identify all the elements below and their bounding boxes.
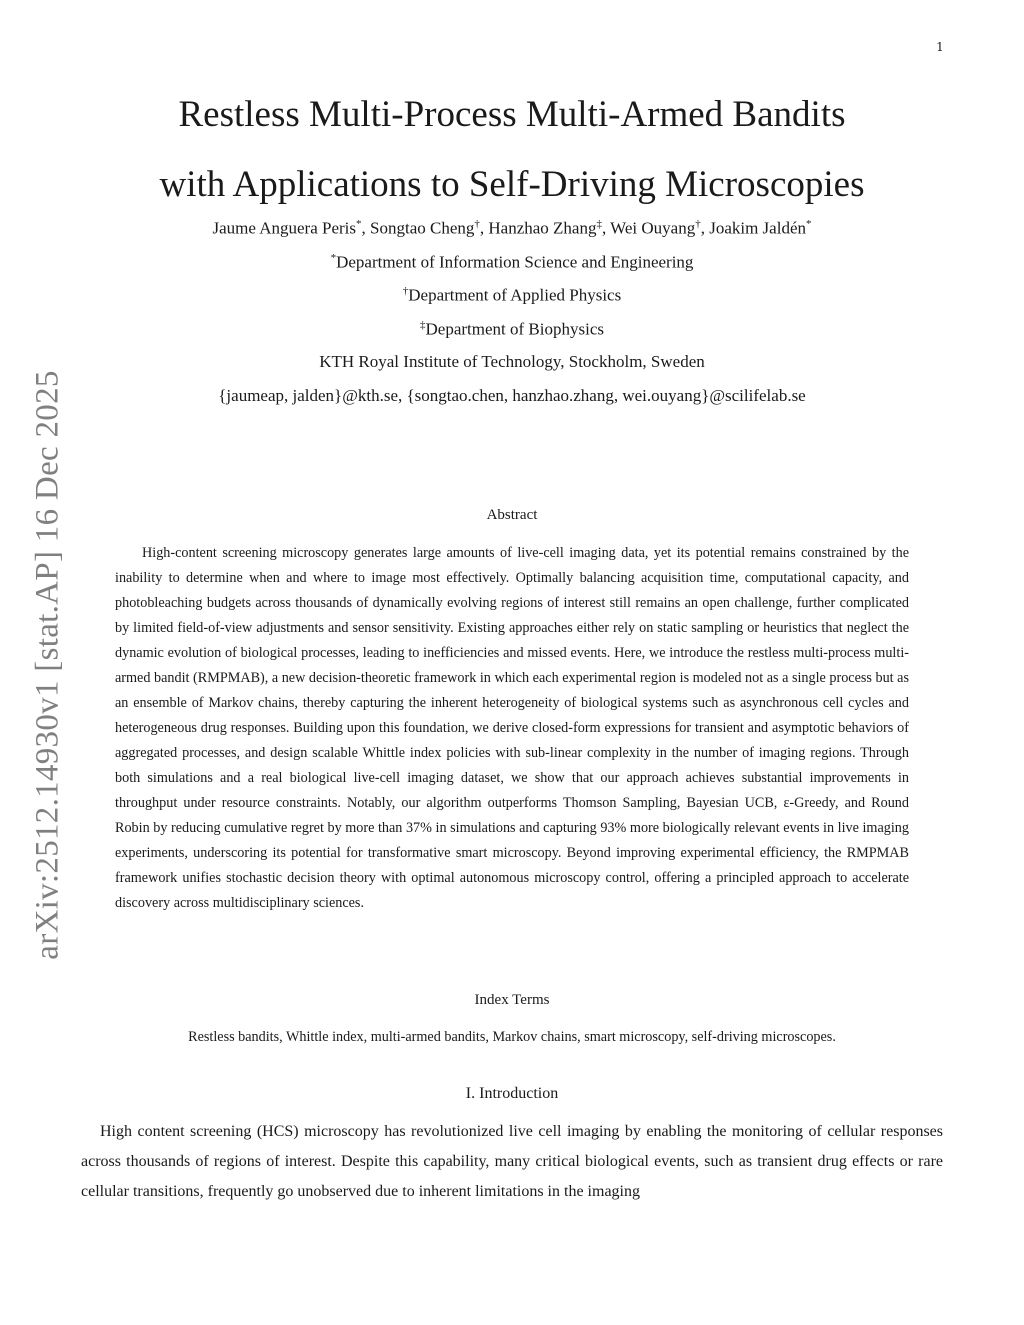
author-mark: * [806, 218, 812, 230]
author-mark: † [695, 218, 701, 230]
abstract-text: High-content screening microscopy generates large amounts of live-cell imaging data, yet its potential remains constrained by the inability to determine when and where to image most effectively. Optimally balancing acquisition time, computational capacity, and photobleaching budgets across thousands of dynamically evolving regions of interest still remains an open challenge, further complicated by limited field-of-view adjustments and sensor sensitivity. Existing approaches either rely on static sampling or heuristics that neglect the dynamic evolution of biological processes, leading to inefficiencies and missed events. Here, we introduce the restless multi-process multi-armed bandit (RMPMAB), a new decision-theoretic framework in which each experimental region is modeled not as a single process but as an ensemble of Markov chains, thereby capturing the inherent heterogeneity of biological systems such as asynchronous cell cycles and heterogeneous drug responses. Building upon this foundation, we derive closed-form expressions for transient and asymptotic behaviors of aggregated processes, and design scalable Whittle index policies with sub-linear complexity in the number of imaging regions. Through both simulations and a real biological live-cell imaging dataset, we show that our approach achieves substantial improvements in throughput under resource constraints. Notably, our algorithm outperforms Thomson Sampling, Bayesian UCB, ε-Greedy, and Round Robin by reducing cumulative regret by more than 37% in simulations and capturing 93% more biologically relevant events in live imaging experiments, underscoring its potential for transformative smart microscopy. Beyond improving experimental efficiency, the RMPMAB framework unifies stochastic decision theory with optimal autonomous microscopy control, offering a principled approach to accelerate discovery across multidisciplinary sciences. [115, 545, 909, 911]
affiliation-name: Department of Information Science and Engineering [336, 252, 694, 272]
author-emails: {jaumeap, jalden}@kth.se, {songtao.chen, hanzhao.zhang, wei.ouyang}@scilifelab.se [218, 386, 806, 405]
arxiv-identifier: arXiv:2512.14930v1 [stat.AP] 16 Dec 2025 [29, 370, 66, 960]
affiliation-name: Department of Biophysics [425, 319, 604, 339]
affiliation-name: Department of Applied Physics [408, 285, 622, 305]
title-line-2: with Applications to Self-Driving Microscopies [159, 164, 865, 205]
affiliation-dept-2 [60, 285, 964, 306]
index-terms-text: Restless bandits, Whittle index, multi-armed bandits, Markov chains, smart microscopy, self-driving microscopes. [188, 1029, 836, 1045]
author-mark: * [356, 218, 362, 230]
introduction-heading: I. Introduction [465, 1085, 559, 1102]
introduction-text: High content screening (HCS) microscopy has revolutionized live cell imaging by enabling the monitoring of cellular responses across thousands of regions of interest. Despite this capability, many critical biological events, such as transient drug effects or rare cellular transitions, frequently go unobserved due to inherent limitations in the imaging [81, 1123, 943, 1200]
author-name: Songtao Cheng [370, 218, 475, 238]
affiliation-mark: † [402, 285, 409, 297]
paper-title [60, 80, 964, 220]
affiliation-mark: * [330, 252, 337, 264]
author-name: Hanzhao Zhang [488, 218, 597, 238]
page-number: 1 [936, 40, 944, 54]
affiliation-dept-3 [60, 319, 964, 340]
abstract-heading: Abstract [486, 507, 538, 523]
affiliation-mark: ‡ [420, 319, 426, 331]
index-terms-heading: Index Terms [474, 992, 550, 1008]
title-line-1: Restless Multi-Process Multi-Armed Bandits [178, 94, 846, 135]
author-name: Jaume Anguera Peris [212, 218, 357, 238]
affiliation-institution: KTH Royal Institute of Technology, Stockholm, Sweden [319, 352, 705, 371]
author-mark: ‡ [596, 218, 602, 230]
affiliation-dept-1 [60, 252, 964, 273]
author-mark: † [474, 218, 480, 230]
author-list: Jaume Anguera Peris*, Songtao Cheng†, Hanzhao Zhang‡, Wei Ouyang†, Joakim Jaldén* [212, 218, 812, 238]
author-name: Joakim Jaldén [709, 218, 806, 238]
author-name: Wei Ouyang [610, 218, 696, 238]
